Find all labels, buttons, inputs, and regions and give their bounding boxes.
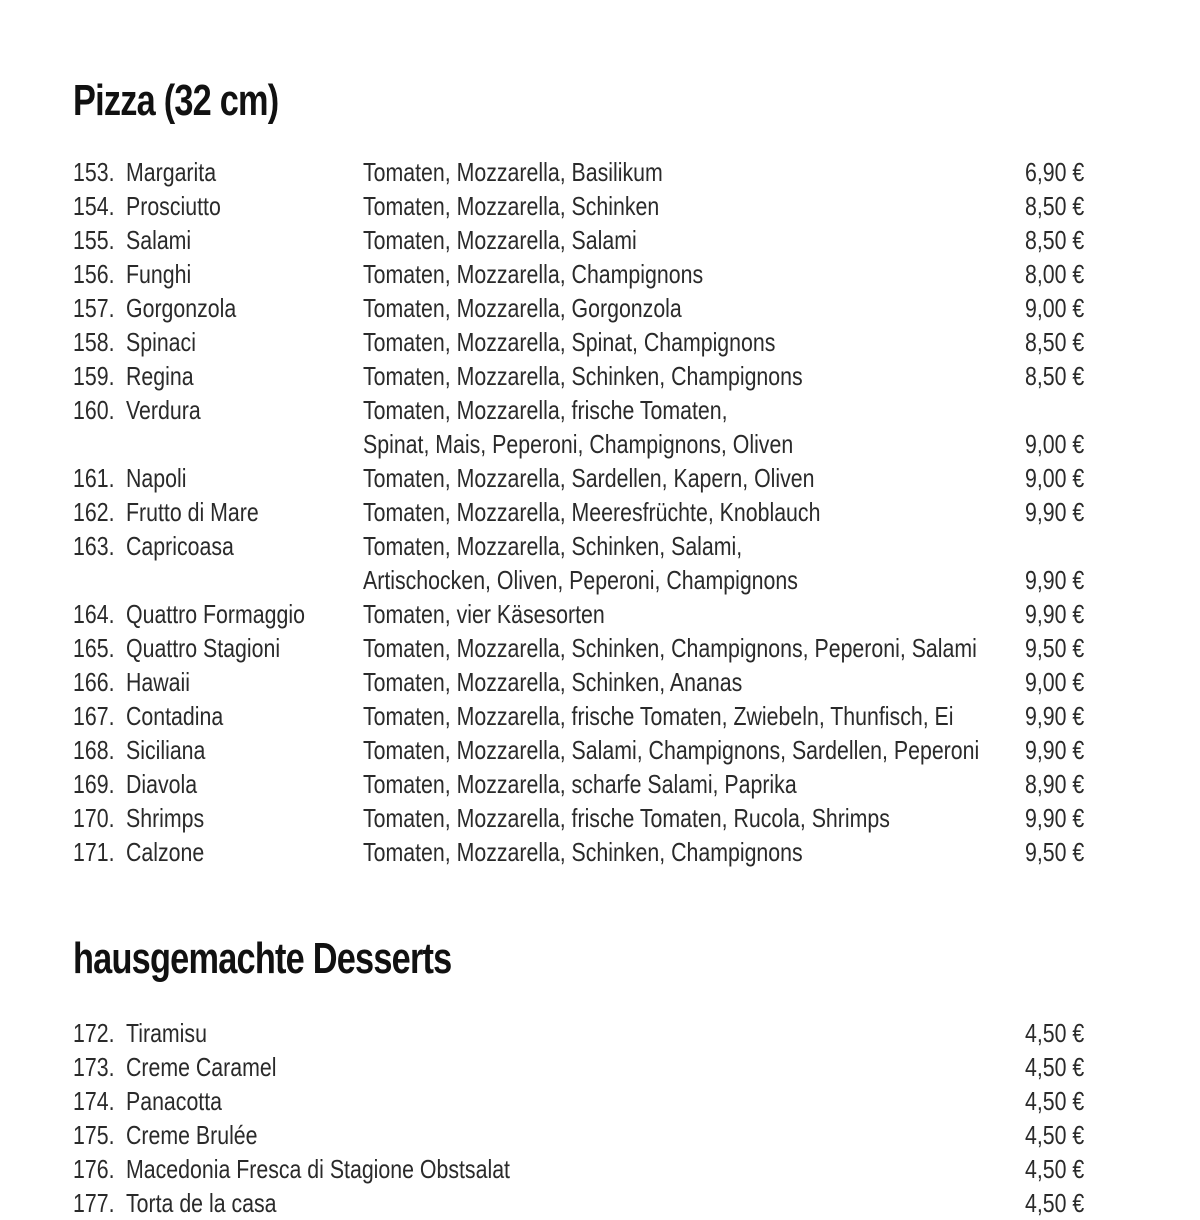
item-price — [1012, 1152, 1084, 1186]
item-price-text: 8,00 € — [1024, 259, 1084, 289]
item-number — [73, 597, 124, 631]
item-number — [73, 699, 124, 733]
item-name — [126, 325, 211, 359]
menu-item-row — [0, 1084, 1200, 1118]
item-price-text: 4,50 € — [1024, 1018, 1084, 1048]
item-number-text: 162. — [73, 497, 115, 527]
item-description-text: Tomaten, Mozzarella, Schinken, Champignons — [363, 361, 803, 391]
item-name-text: Diavola — [126, 769, 198, 799]
menu-item-row — [0, 1152, 1200, 1186]
pizza-menu-list — [0, 155, 1200, 869]
item-description-text: Tomaten, Mozzarella, frische Tomaten, Zwiebeln, Thunfisch, Ei — [363, 701, 954, 731]
item-price — [1012, 325, 1084, 359]
item-number-text: 168. — [73, 735, 115, 765]
item-number-text: 176. — [73, 1154, 115, 1184]
item-number-text: 166. — [73, 667, 115, 697]
item-number-text: 167. — [73, 701, 115, 731]
item-description-text: Tomaten, Mozzarella, Schinken — [363, 191, 660, 221]
item-number-text: 160. — [73, 395, 115, 425]
menu-item-row — [0, 801, 1200, 835]
item-name-text: Frutto di Mare — [126, 497, 259, 527]
item-price — [1012, 699, 1084, 733]
item-description-text: Artischocken, Oliven, Peperoni, Champignons — [363, 565, 798, 595]
item-name — [126, 257, 206, 291]
item-name — [126, 631, 314, 665]
item-name-text: Siciliana — [126, 735, 206, 765]
item-number-text: 165. — [73, 633, 115, 663]
item-name-text: Contadina — [126, 701, 224, 731]
menu-item-row — [0, 631, 1200, 665]
item-price — [1012, 801, 1084, 835]
item-number — [73, 665, 124, 699]
item-price-text: 8,50 € — [1024, 361, 1084, 391]
item-price — [1012, 767, 1084, 801]
item-number — [73, 529, 124, 563]
item-description — [363, 529, 825, 563]
item-price-text: 6,90 € — [1024, 157, 1084, 187]
item-price-text: 4,50 € — [1024, 1120, 1084, 1150]
item-description-text: Tomaten, Mozzarella, Schinken, Champignons, Peperoni, Salami — [363, 633, 977, 663]
item-name — [126, 529, 258, 563]
item-price-text: 9,00 € — [1024, 667, 1084, 697]
item-description — [363, 733, 1115, 767]
item-price-text: 4,50 € — [1024, 1188, 1084, 1218]
item-number — [73, 1118, 124, 1152]
item-price-text: 9,90 € — [1024, 599, 1084, 629]
item-number — [73, 359, 124, 393]
item-name — [126, 461, 200, 495]
menu-item-row — [0, 427, 1200, 461]
item-name-text: Prosciutto — [126, 191, 221, 221]
item-description-text: Tomaten, Mozzarella, Schinken, Champignons — [363, 837, 803, 867]
item-number-text: 170. — [73, 803, 115, 833]
item-number-text: 155. — [73, 225, 115, 255]
item-price-text: 9,00 € — [1024, 429, 1084, 459]
desserts-menu-list — [0, 1016, 1200, 1220]
item-description-text: Tomaten, Mozzarella, scharfe Salami, Paprika — [363, 769, 797, 799]
item-description-text: Tomaten, Mozzarella, Spinat, Champignons — [363, 327, 776, 357]
item-price-text: 4,50 € — [1024, 1154, 1084, 1184]
item-description — [363, 665, 825, 699]
item-number-text: 171. — [73, 837, 115, 867]
item-name-text: Regina — [126, 361, 194, 391]
item-name-text: Quattro Formaggio — [126, 599, 305, 629]
item-number — [73, 155, 124, 189]
item-description-text: Tomaten, Mozzarella, Basilikum — [363, 157, 663, 187]
item-name — [126, 767, 213, 801]
item-description-text: Tomaten, Mozzarella, Champignons — [363, 259, 704, 289]
item-number — [73, 1016, 124, 1050]
item-price — [1012, 359, 1084, 393]
menu-item-row — [0, 665, 1200, 699]
menu-item-row — [0, 325, 1200, 359]
item-price — [1012, 1016, 1084, 1050]
item-number — [73, 1050, 124, 1084]
item-name — [126, 1118, 286, 1152]
menu-item-row — [0, 495, 1200, 529]
item-name-text: Tiramisu — [126, 1018, 207, 1048]
menu-item-row — [0, 393, 1200, 427]
item-description — [363, 699, 1083, 733]
item-number — [73, 393, 124, 427]
item-number-text: 172. — [73, 1018, 115, 1048]
item-description — [363, 801, 1006, 835]
item-name — [126, 1186, 310, 1220]
item-price-text: 9,90 € — [1024, 497, 1084, 527]
item-name — [126, 835, 221, 869]
menu-item-row — [0, 835, 1200, 869]
item-price — [1012, 189, 1084, 223]
menu-item-row — [0, 189, 1200, 223]
item-number-text: 159. — [73, 361, 115, 391]
menu-item-row — [0, 733, 1200, 767]
menu-item-row — [0, 767, 1200, 801]
item-number — [73, 1152, 124, 1186]
item-description — [363, 325, 866, 359]
item-description-text: Tomaten, Mozzarella, frische Tomaten, — [363, 395, 728, 425]
item-description — [363, 189, 724, 223]
item-price-text: 9,90 € — [1024, 803, 1084, 833]
item-price — [1012, 1186, 1084, 1220]
item-name — [126, 223, 205, 257]
item-description — [363, 359, 899, 393]
item-price — [1012, 665, 1084, 699]
item-description-text: Tomaten, Mozzarella, Gorgonzola — [363, 293, 682, 323]
item-name-text: Torta de la casa — [126, 1188, 277, 1218]
item-name-text: Shrimps — [126, 803, 205, 833]
item-number — [73, 1084, 124, 1118]
item-name — [126, 155, 236, 189]
item-number-text: 154. — [73, 191, 115, 221]
item-price — [1012, 597, 1084, 631]
menu-item-row — [0, 257, 1200, 291]
item-number-text: 163. — [73, 531, 115, 561]
item-number — [73, 767, 124, 801]
item-number — [73, 835, 124, 869]
item-price-text: 8,50 € — [1024, 225, 1084, 255]
item-name-text: Panacotta — [126, 1086, 223, 1116]
item-name-text: Salami — [126, 225, 192, 255]
item-description — [363, 835, 899, 869]
item-name — [126, 291, 260, 325]
item-name-text: Hawaii — [126, 667, 190, 697]
item-name — [126, 393, 217, 427]
desserts-section-title: hausgemachte Desserts — [73, 934, 452, 983]
item-price — [1012, 257, 1084, 291]
item-description-text: Tomaten, Mozzarella, Salami — [363, 225, 637, 255]
item-price — [1012, 461, 1084, 495]
item-description — [363, 393, 808, 427]
item-name-text: Macedonia Fresca di Stagione Obstsalat — [126, 1154, 510, 1184]
item-description — [363, 495, 921, 529]
item-name-text: Spinaci — [126, 327, 196, 357]
menu-item-row — [0, 563, 1200, 597]
item-price-text: 8,50 € — [1024, 191, 1084, 221]
item-description-text: Tomaten, Mozzarella, Sardellen, Kapern, Oliven — [363, 463, 815, 493]
item-price-text: 9,90 € — [1024, 701, 1084, 731]
menu-item-row — [0, 461, 1200, 495]
item-number-text: 175. — [73, 1120, 115, 1150]
item-number — [73, 325, 124, 359]
item-price-text: 9,50 € — [1024, 837, 1084, 867]
menu-item-row — [0, 1186, 1200, 1220]
item-name-text: Margarita — [126, 157, 217, 187]
item-price-text: 9,00 € — [1024, 293, 1084, 323]
menu-item-row — [0, 359, 1200, 393]
item-name — [126, 801, 221, 835]
item-price — [1012, 291, 1084, 325]
item-description-text: Tomaten, Mozzarella, frische Tomaten, Rucola, Shrimps — [363, 803, 890, 833]
item-name-text: Capricoasa — [126, 531, 234, 561]
item-name — [126, 665, 204, 699]
item-number — [73, 801, 124, 835]
item-description — [363, 597, 658, 631]
item-number — [73, 733, 124, 767]
item-description-text: Tomaten, Mozzarella, Meeresfrüchte, Knoblauch — [363, 497, 821, 527]
item-name-text: Verdura — [126, 395, 201, 425]
item-number — [73, 495, 124, 529]
menu-item-row — [0, 1016, 1200, 1050]
item-number-text: 174. — [73, 1086, 115, 1116]
item-number — [73, 189, 124, 223]
item-description-text: Tomaten, Mozzarella, Schinken, Salami, — [363, 531, 743, 561]
item-number — [73, 461, 124, 495]
menu-item-row — [0, 223, 1200, 257]
item-price-text: 9,90 € — [1024, 565, 1084, 595]
item-description — [363, 427, 888, 461]
item-description-text: Tomaten, Mozzarella, Schinken, Ananas — [363, 667, 743, 697]
item-description — [363, 291, 752, 325]
item-name — [126, 1084, 243, 1118]
item-price-text: 4,50 € — [1024, 1052, 1084, 1082]
item-number-text: 157. — [73, 293, 115, 323]
item-price — [1012, 223, 1084, 257]
item-name-text: Calzone — [126, 837, 205, 867]
menu-item-row — [0, 1050, 1200, 1084]
item-number-text: 177. — [73, 1188, 115, 1218]
item-number-text: 153. — [73, 157, 115, 187]
item-price-text: 9,50 € — [1024, 633, 1084, 663]
menu-item-row — [0, 1118, 1200, 1152]
item-description — [363, 563, 893, 597]
item-description-text: Spinat, Mais, Peperoni, Champignons, Oliven — [363, 429, 794, 459]
item-price — [1012, 1050, 1084, 1084]
item-name — [126, 495, 288, 529]
item-description-text: Tomaten, Mozzarella, Salami, Champignons, Sardellen, Peperoni — [363, 735, 980, 765]
item-name-text: Napoli — [126, 463, 187, 493]
item-name — [126, 1016, 225, 1050]
item-name — [126, 1050, 310, 1084]
item-number-text: 161. — [73, 463, 115, 493]
item-description — [363, 631, 1112, 665]
item-description — [363, 223, 697, 257]
item-number — [73, 223, 124, 257]
item-number-text: 164. — [73, 599, 115, 629]
item-name — [126, 733, 223, 767]
item-price — [1012, 733, 1084, 767]
item-name-text: Gorgonzola — [126, 293, 237, 323]
item-name — [126, 189, 242, 223]
item-price-text: 9,00 € — [1024, 463, 1084, 493]
menu-item-row — [0, 699, 1200, 733]
item-price-text: 9,90 € — [1024, 735, 1084, 765]
item-price — [1012, 631, 1084, 665]
item-name — [126, 597, 344, 631]
item-price — [1012, 1084, 1084, 1118]
menu-item-row — [0, 155, 1200, 189]
menu-item-row — [0, 597, 1200, 631]
item-name — [126, 359, 208, 393]
item-price-text: 4,50 € — [1024, 1086, 1084, 1116]
pizza-section-title: Pizza (32 cm) — [73, 76, 279, 125]
item-number-text: 158. — [73, 327, 115, 357]
item-name-text: Quattro Stagioni — [126, 633, 281, 663]
item-number-text: 169. — [73, 769, 115, 799]
menu-item-row — [0, 529, 1200, 563]
item-price — [1012, 155, 1084, 189]
item-number — [73, 631, 124, 665]
menu-item-row — [0, 291, 1200, 325]
item-price — [1012, 835, 1084, 869]
item-number-text: 156. — [73, 259, 115, 289]
item-name-text: Creme Caramel — [126, 1052, 277, 1082]
item-price-text: 8,90 € — [1024, 769, 1084, 799]
item-number — [73, 291, 124, 325]
item-price — [1012, 1118, 1084, 1152]
item-price-text: 8,50 € — [1024, 327, 1084, 357]
item-name — [126, 699, 245, 733]
item-description — [363, 767, 892, 801]
item-price — [1012, 427, 1084, 461]
item-description — [363, 155, 729, 189]
item-number-text: 173. — [73, 1052, 115, 1082]
item-number — [73, 257, 124, 291]
item-name-text: Funghi — [126, 259, 192, 289]
item-price — [1012, 495, 1084, 529]
item-description — [363, 257, 778, 291]
item-name — [126, 1152, 594, 1186]
item-name-text: Creme Brulée — [126, 1120, 258, 1150]
item-description — [363, 461, 914, 495]
item-price — [1012, 563, 1084, 597]
item-description-text: Tomaten, vier Käsesorten — [363, 599, 605, 629]
item-number — [73, 1186, 124, 1220]
